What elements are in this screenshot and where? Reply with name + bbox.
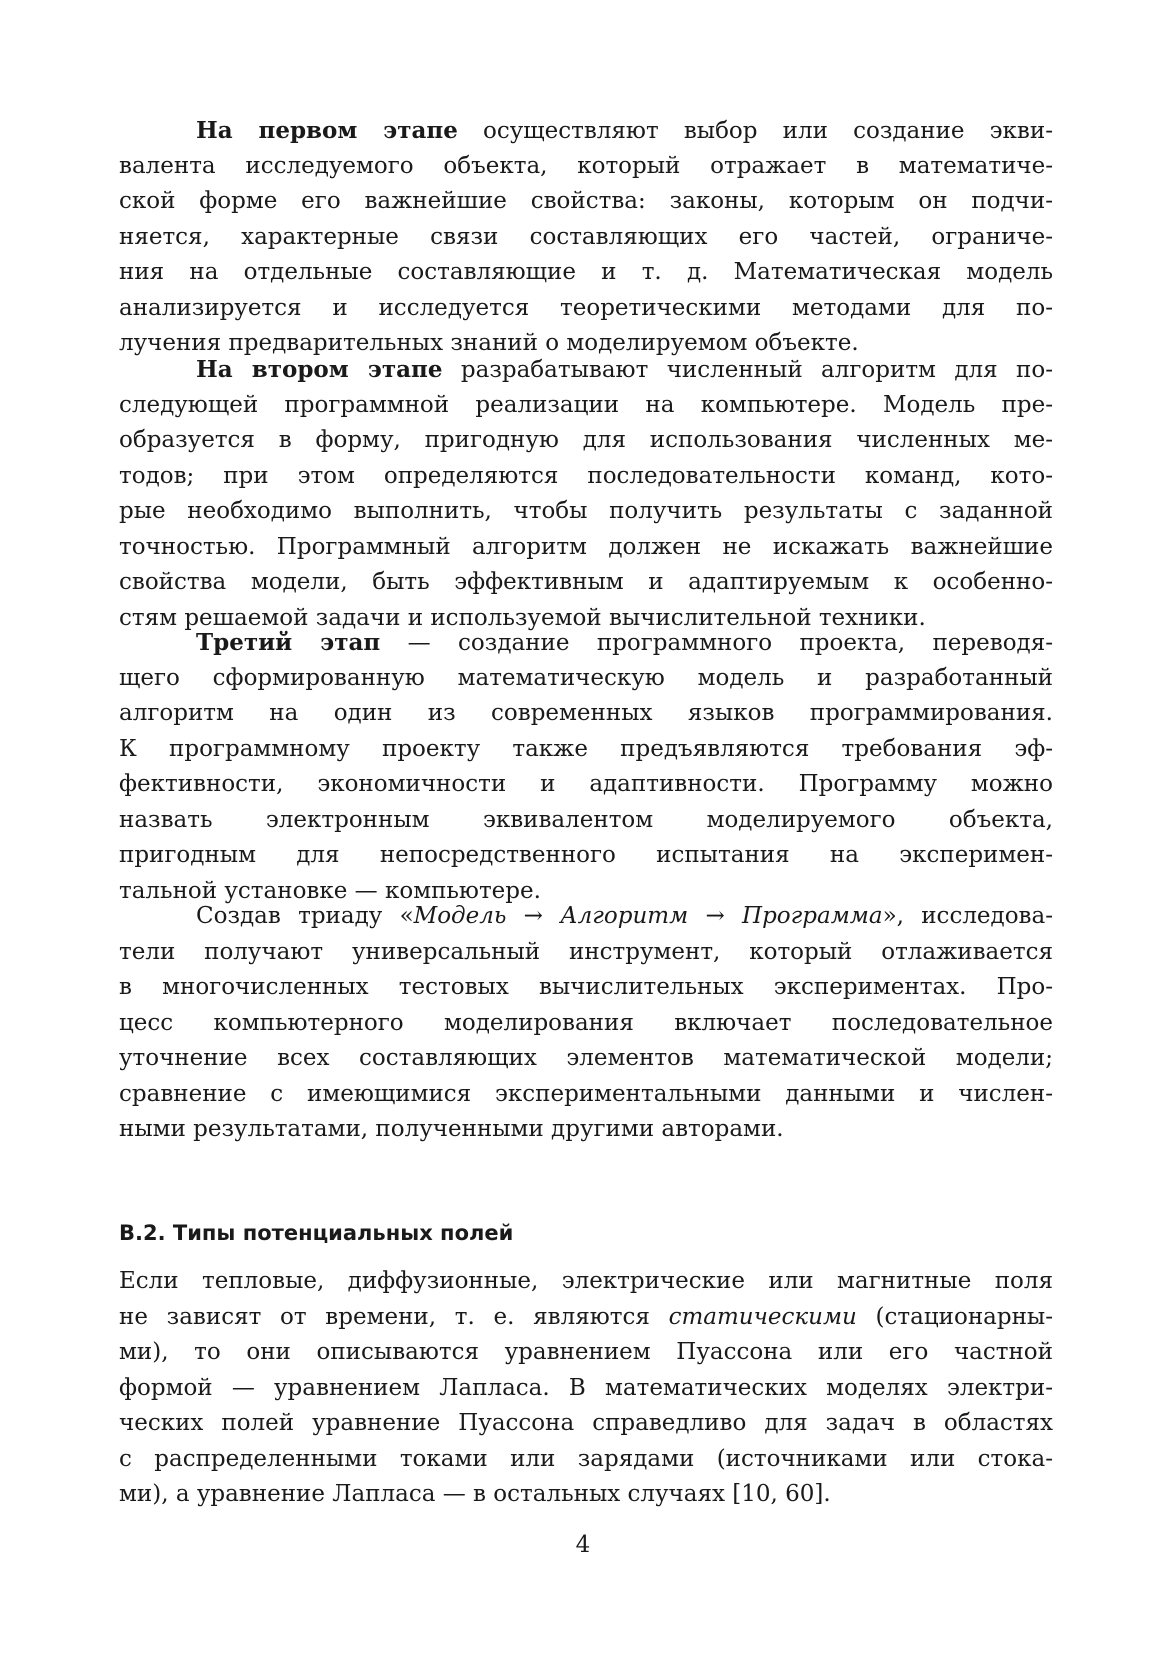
italic-term: Модель → Алгоритм → Программа — [413, 903, 883, 929]
text-line: лучения предварительных знаний о моделируемом объекте. — [119, 330, 859, 356]
bold-term: Третий этап — [196, 629, 381, 656]
text-line: образуется в форму, пригодную для использования численных ме- — [119, 427, 1053, 453]
text-line: ской форме его важнейшие свойства: законы, которым он подчи- — [119, 188, 1053, 214]
italic-term: статическими — [668, 1303, 857, 1330]
text-line: ми), а уравнение Лапласа — в остальных случаях [10, 60]. — [119, 1481, 831, 1507]
paragraph-potential-fields — [119, 1264, 1053, 1513]
text-line: тели получают универсальный инструмент, который отлаживается — [119, 938, 1053, 965]
text-line: Создав триаду «Модель → Алгоритм → Программа», исследова- — [196, 903, 1053, 929]
bold-term: На первом этапе — [196, 117, 458, 144]
text-line: тодов; при этом определяются последовательности команд, кото- — [119, 462, 1053, 489]
text-line: стям решаемой задачи и используемой вычислительной техники. — [119, 604, 926, 631]
section-heading: В.2. Типы потенциальных полей — [119, 1221, 514, 1245]
text-line: ми), то они описываются уравнением Пуассона или его частной — [119, 1339, 1053, 1365]
text-line: алгоритм на один из современных языков программирования. — [119, 700, 1053, 726]
text-line: цесс компьютерного моделирования включает последовательное — [119, 1009, 1053, 1036]
paragraph-stage-three — [119, 625, 1053, 909]
text-line: в многочисленных тестовых вычислительных экспериментах. Про- — [119, 974, 1053, 1000]
page-number: 4 — [575, 1532, 591, 1558]
text-line: не зависят от времени, т. е. являются статическими (стационарны- — [119, 1303, 1053, 1330]
text-line: няется, характерные связи составляющих его частей, ограниче- — [119, 223, 1053, 250]
paragraph-stage-two — [119, 352, 1053, 636]
text-line: щего сформированную математическую модель и разработанный — [119, 664, 1053, 691]
text-line: ными результатами, полученными другими авторами. — [119, 1116, 784, 1142]
bold-term: На втором этапе — [196, 356, 443, 383]
text-line: На втором этапе разрабатывают численный алгоритм для по- — [196, 356, 1053, 383]
text-line: ческих полей уравнение Пуассона справедливо для задач в областях — [119, 1410, 1053, 1436]
text-line: пригодным для непосредственного испытания на эксперимен- — [119, 842, 1053, 868]
text-line: рые необходимо выполнить, чтобы получить результаты с заданной — [119, 498, 1053, 524]
text-line: свойства модели, быть эффективным и адаптируемым к особенно- — [119, 569, 1053, 595]
text-line: точностью. Программный алгоритм должен не искажать важнейшие — [119, 533, 1053, 560]
text-line: следующей программной реализации на компьютере. Модель пре- — [119, 391, 1053, 418]
text-line: формой — уравнением Лапласа. В математических моделях электри- — [119, 1374, 1053, 1401]
text-line: Если тепловые, диффузионные, электрические или магнитные поля — [119, 1268, 1053, 1294]
paragraph-triad — [119, 899, 1053, 1148]
text-line: Третий этап — создание программного проекта, переводя- — [196, 629, 1053, 656]
text-line: сравнение с имеющимися экспериментальными данными и числен- — [119, 1080, 1053, 1107]
text-line: К программному проекту также предъявляются требования эф- — [119, 735, 1053, 762]
text-line: с распределенными токами или зарядами (источниками или стока- — [119, 1445, 1053, 1472]
text-line: назвать электронным эквивалентом моделируемого объекта, — [119, 806, 1053, 833]
text-line: На первом этапе осуществляют выбор или создание экви- — [196, 117, 1053, 144]
text-line: фективности, экономичности и адаптивности. Программу можно — [119, 771, 1053, 797]
text-line: ния на отдельные составляющие и т. д. Математическая модель — [119, 259, 1053, 285]
text-line: тальной установке — компьютере. — [119, 877, 541, 904]
paragraph-stage-one — [119, 113, 1053, 362]
text-line: анализируется и исследуется теоретическими методами для по- — [119, 294, 1053, 321]
text-line: валента исследуемого объекта, который отражает в математиче- — [119, 152, 1053, 179]
text-line: уточнение всех составляющих элементов математической модели; — [119, 1045, 1053, 1071]
